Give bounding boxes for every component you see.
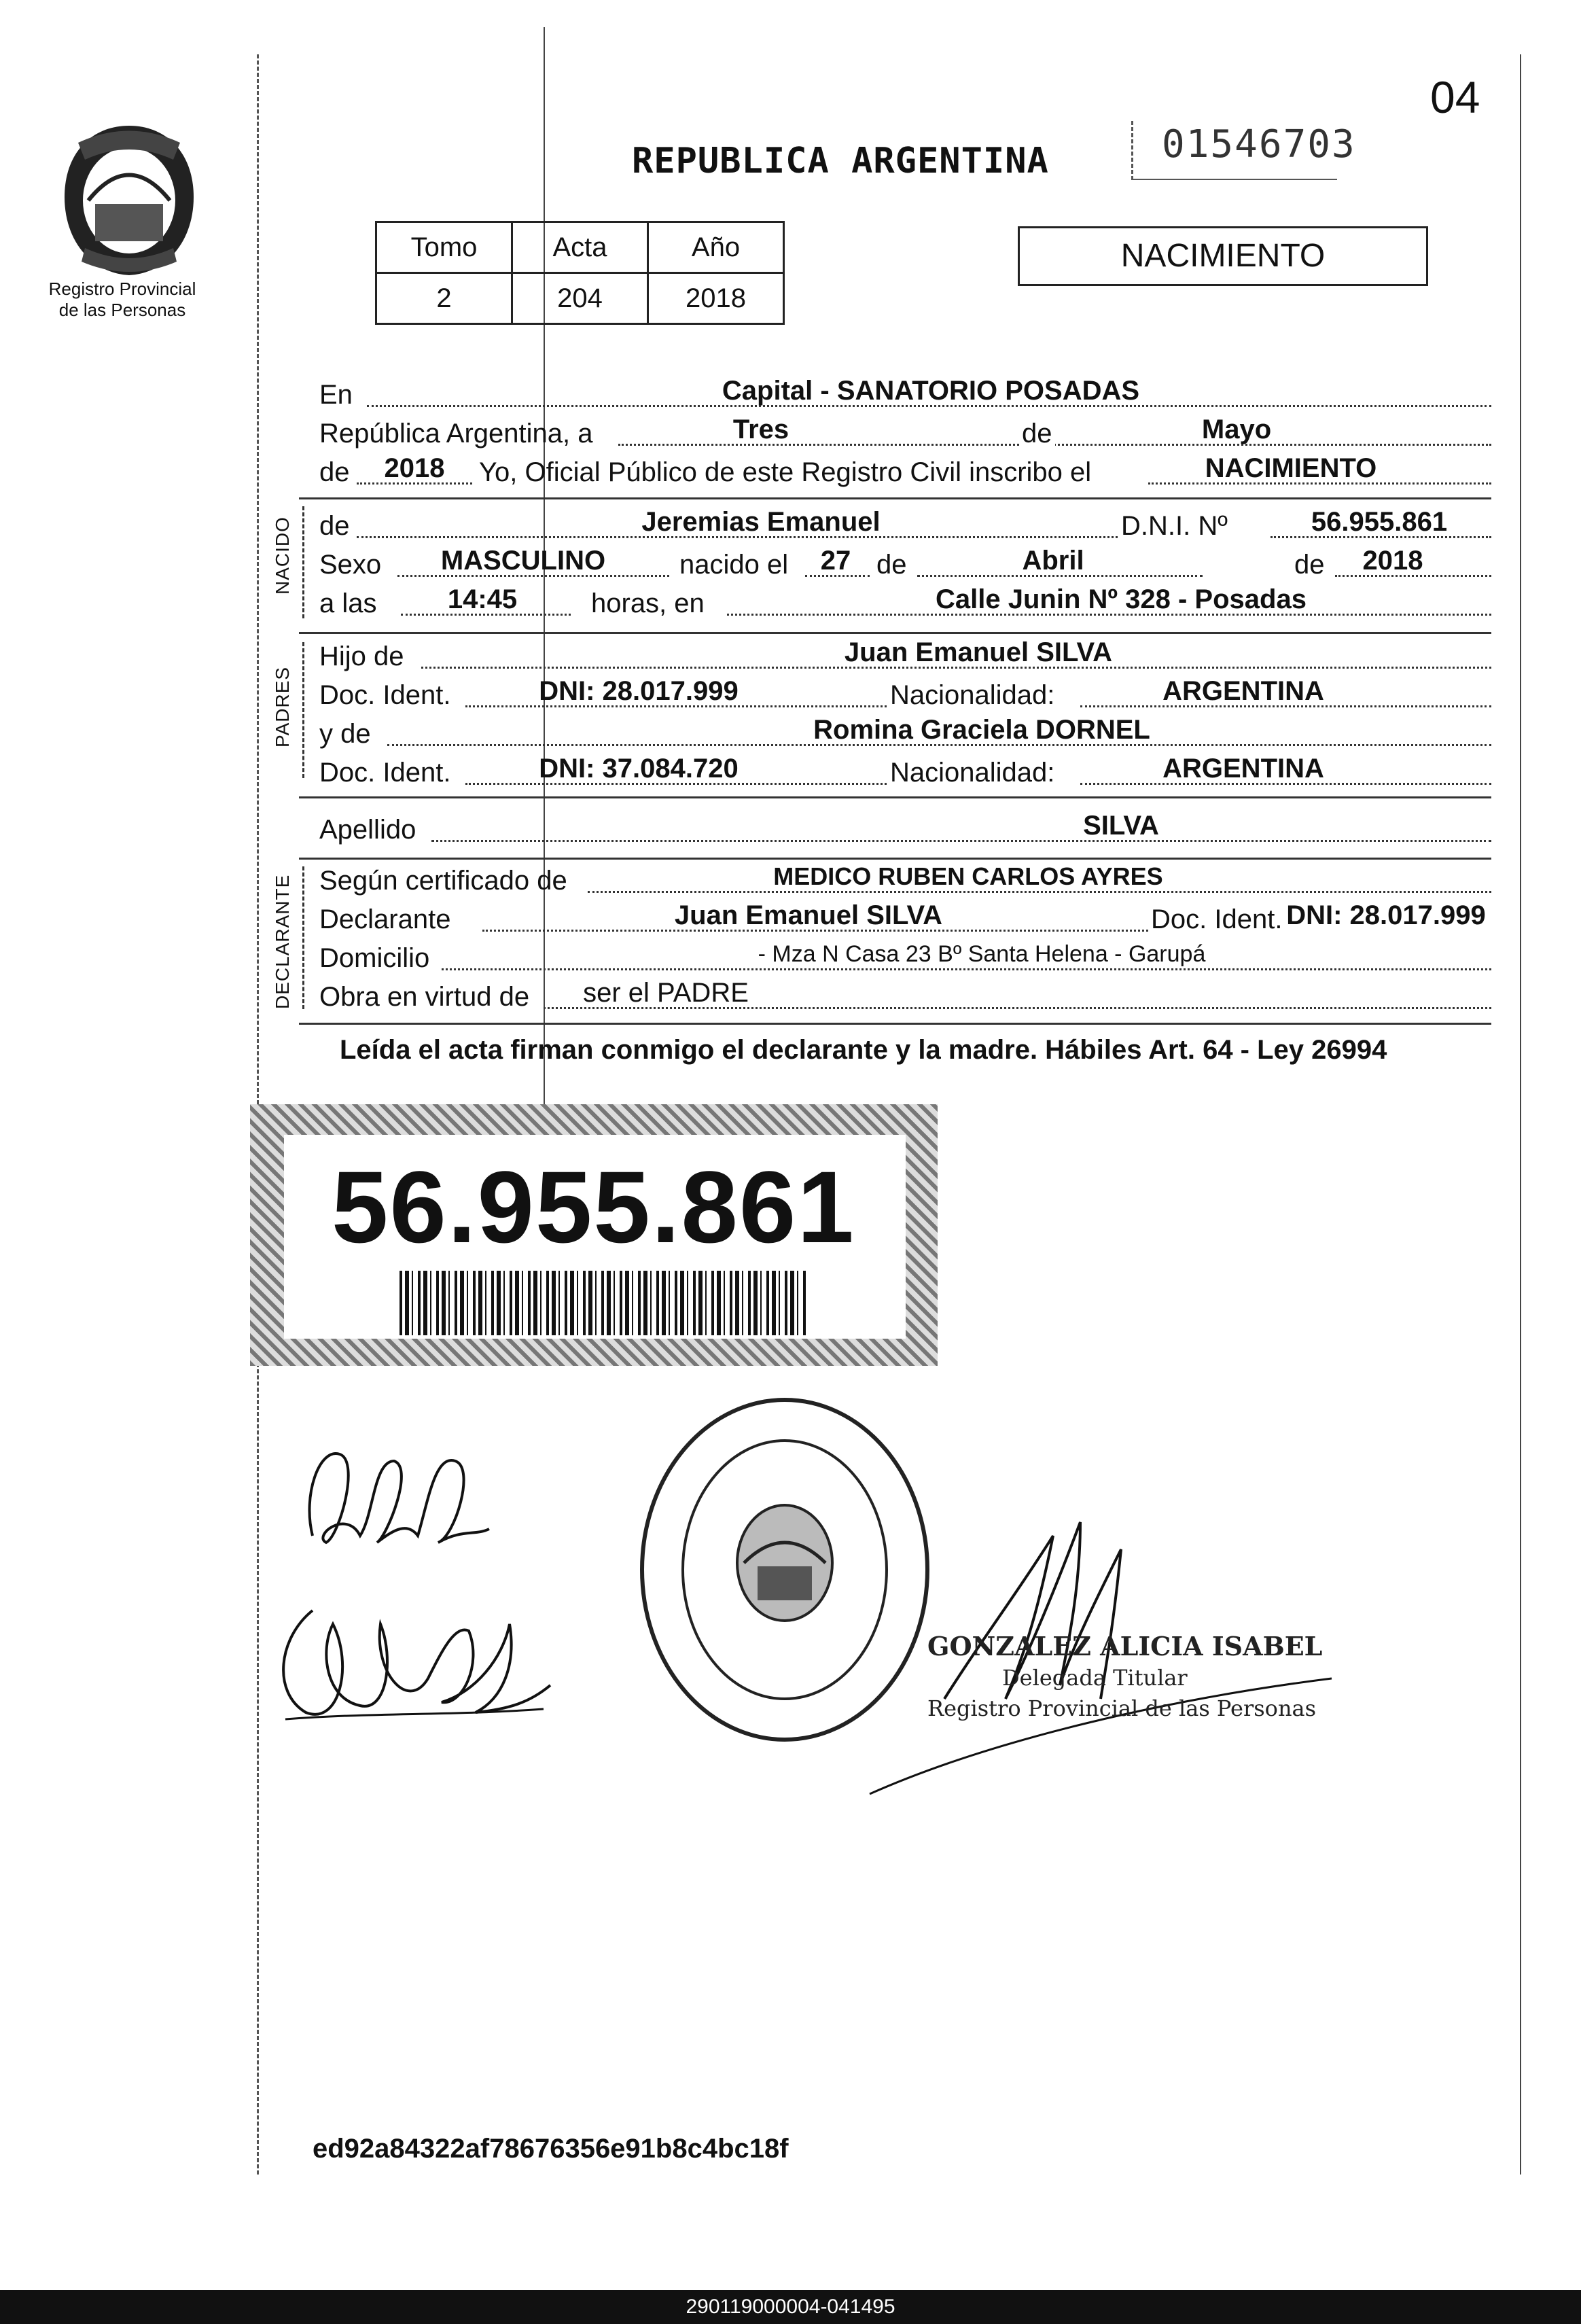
official-name: GONZALEZ ALICIA ISABEL <box>927 1631 1323 1661</box>
birth-day-value: 27 <box>820 546 851 576</box>
right-margin-line <box>1520 54 1521 2175</box>
page-number: 04 <box>1430 72 1480 122</box>
day-words-value: Tres <box>732 415 789 444</box>
registry-caption: Registro Provincial de las Personas <box>48 279 196 320</box>
anio-header: Año <box>648 222 784 273</box>
intro-event-line: de 2018 Yo, Oficial Público de este Registro Civil inscribo el NACIMIENTO <box>319 455 1491 490</box>
mother-nationality-value: ARGENTINA <box>1162 754 1324 784</box>
capacity-line: Obra en virtud de ser el PADRE <box>319 979 1491 1015</box>
closing-statement: Leída el acta firman conmigo el declarante y la madre. Hábiles Art. 64 - Ley 26994 <box>340 1035 1387 1065</box>
declarant-doc-value: DNI: 28.017.999 <box>1286 900 1486 930</box>
child-dni-value: 56.955.861 <box>1311 507 1448 537</box>
birth-time-value: 14:45 <box>447 584 518 614</box>
address-line: Domicilio - Mza N Casa 23 Bº Santa Helena - Garupá <box>319 940 1491 976</box>
event-value: NACIMIENTO <box>1205 453 1377 483</box>
province-crest-icon <box>58 122 200 279</box>
certificate-value: MEDICO RUBEN CARLOS AYRES <box>773 862 1163 890</box>
dni-sticker-number: 56.955.861 <box>332 1150 855 1264</box>
surname-value: SILVA <box>1083 811 1159 841</box>
tomo-header: Tomo <box>376 222 512 273</box>
document-type-box: NACIMIENTO <box>1018 226 1428 286</box>
footer-code: 290119000004-041495 <box>686 2295 895 2318</box>
father-name-line: Hijo de Juan Emanuel SILVA <box>319 639 1491 674</box>
surname-line: Apellido SILVA <box>319 812 1491 847</box>
nacido-name-line: de Jeremias Emanuel D.N.I. Nº 56.955.861 <box>319 508 1491 544</box>
intro-place-line: En Capital - SANATORIO POSADAS <box>319 377 1491 412</box>
acta-value: 204 <box>512 273 648 324</box>
father-doc-line: Doc. Ident. DNI: 28.017.999 Nacionalidad: ARGENTINA <box>319 677 1491 713</box>
nacido-section-label: NACIDO <box>272 516 293 595</box>
certificate-line: Según certificado de MEDICO RUBEN CARLOS AYRES <box>319 863 1491 898</box>
footer-code-bar <box>0 2290 1581 2324</box>
official-title: Delegada Titular <box>1002 1665 1188 1691</box>
country-title: REPUBLICA ARGENTINA <box>632 141 1049 181</box>
nacido-place-line: a las 14:45 horas, en Calle Junin Nº 328 - Posadas <box>319 586 1491 621</box>
mother-signature-icon <box>299 1434 496 1556</box>
place-value: Capital - SANATORIO POSADAS <box>722 376 1140 406</box>
barcode-icon <box>399 1271 807 1335</box>
declarante-section-label: DECLARANTE <box>272 874 293 1009</box>
father-name-value: Juan Emanuel SILVA <box>844 637 1113 667</box>
month-value: Mayo <box>1201 415 1272 444</box>
father-doc-value: DNI: 28.017.999 <box>539 676 739 706</box>
sex-value: MASCULINO <box>440 546 606 576</box>
year-value: 2018 <box>384 453 445 483</box>
father-nationality-value: ARGENTINA <box>1162 676 1324 706</box>
dni-sticker <box>250 1104 938 1366</box>
anio-value: 2018 <box>648 273 784 324</box>
section-rule <box>299 497 1491 499</box>
mother-name-line: y de Romina Graciela DORNEL <box>319 716 1491 752</box>
tomo-value: 2 <box>376 273 512 324</box>
mother-doc-line: Doc. Ident. DNI: 37.084.720 Nacionalidad: ARGENTINA <box>319 755 1491 790</box>
address-value: - Mza N Casa 23 Bº Santa Helena - Garupá <box>758 941 1206 967</box>
padres-section-label: PADRES <box>272 666 293 747</box>
document-hash: ed92a84322af78676356e91b8c4bc18f <box>313 2134 789 2164</box>
declarant-signature-icon <box>272 1583 557 1740</box>
child-name-value: Jeremias Emanuel <box>641 507 881 537</box>
declarant-line: Declarante Juan Emanuel SILVA Doc. Ident. DNI: 28.017.999 <box>319 902 1491 937</box>
official-office: Registro Provincial de las Personas <box>927 1695 1317 1721</box>
mother-name-value: Romina Graciela DORNEL <box>813 715 1150 745</box>
birth-place-value: Calle Junin Nº 328 - Posadas <box>936 584 1307 614</box>
book-record-table <box>375 221 785 325</box>
birth-year-value: 2018 <box>1362 546 1423 576</box>
intro-date-line: República Argentina, a Tres de Mayo <box>319 416 1491 451</box>
capacity-value: ser el PADRE <box>583 978 749 1008</box>
birth-month-value: Abril <box>1022 546 1084 576</box>
declarant-name-value: Juan Emanuel SILVA <box>674 900 943 930</box>
mother-doc-value: DNI: 37.084.720 <box>539 754 739 784</box>
serial-number: 01546703 <box>1162 122 1356 166</box>
nacido-birth-line: Sexo MASCULINO nacido el 27 de Abril de 2018 <box>319 547 1491 582</box>
acta-header: Acta <box>512 222 648 273</box>
